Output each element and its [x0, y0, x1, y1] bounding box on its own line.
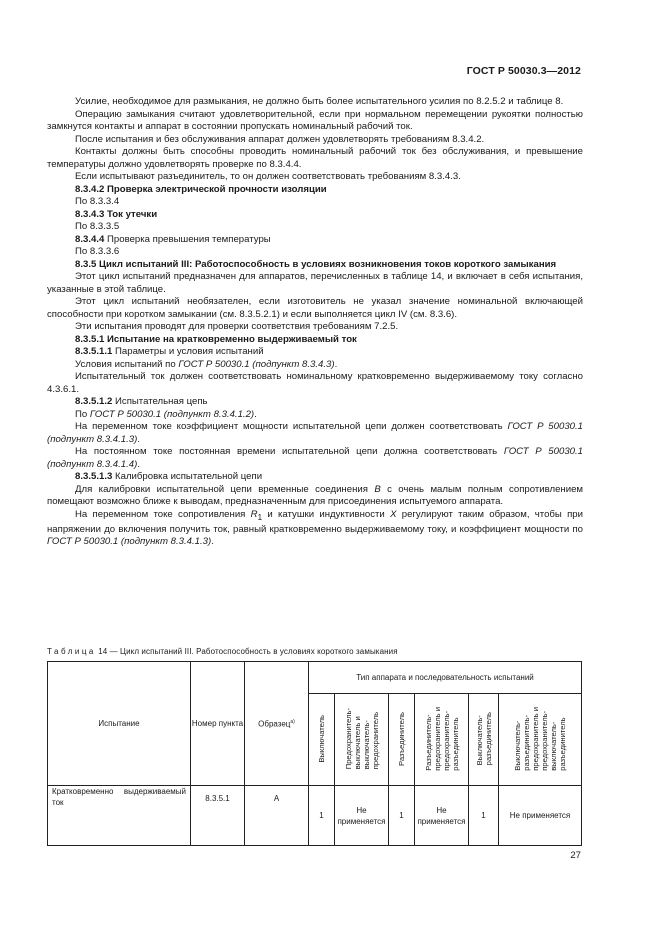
column-header: Номер пункта	[191, 662, 245, 786]
section-heading	[47, 234, 583, 247]
column-header: Испытание	[48, 662, 191, 786]
paragraph: Этот цикл испытаний необязателен, если изготовитель не указал значение номинальной включающей способности при коротком замыкании (см. 8.3.5.2.1) и если выполняется цикл IV (см. 8.3.6).	[47, 296, 583, 320]
table-row	[48, 786, 582, 846]
text: Для калибровки испытательной цепи временные соединения	[75, 483, 375, 495]
paragraph: Операцию замыкания считают удовлетворительной, если при нормальном перемещении рукоятки полностью замкнутся контакты и аппарат в состоянии пропускать номинальный рабочий ток.	[47, 108, 583, 132]
section-number: 8.3.5.1.1	[75, 346, 113, 357]
section-title: Калибровка испытательной цепи	[115, 471, 263, 482]
reference: ГОСТ Р 50030.1 (подпункт 8.3.4.1.4)	[47, 446, 583, 470]
table-cell: 1	[389, 786, 415, 846]
text: .	[334, 358, 338, 370]
text: На постоянном токе постоянная времени испытательной цепи должна соответствовать	[75, 446, 504, 457]
table-cell: 8.3.5.1	[191, 786, 245, 846]
paragraph	[47, 421, 583, 446]
text: На переменном токе сопротивления	[75, 508, 251, 520]
section-heading	[47, 346, 583, 359]
section-title: Проверка электрической прочности изоляции	[107, 183, 327, 195]
subscript: 1	[257, 512, 263, 522]
text: регулируют таким образом, чтобы при напряжении до включения получить ток, равный кратковременно выдерживаемому току, и коэффициент мощности по	[47, 508, 583, 535]
section-heading	[47, 184, 583, 197]
reference: ГОСТ Р 50030.1 (подпункт 8.3.4.1.2)	[89, 408, 255, 420]
column-header: Образец$^{а)}$	[245, 662, 309, 786]
text: .	[211, 536, 214, 548]
section-heading	[47, 259, 583, 272]
paragraph: По 8.3.3.6	[75, 246, 120, 257]
table-caption-text: 14 — Цикл испытаний III. Работоспособность в условиях короткого замыкания	[98, 647, 398, 656]
column-header: Разъединитель	[389, 694, 415, 786]
paragraph	[47, 446, 583, 471]
paragraph: По 8.3.3.4	[75, 196, 120, 207]
table-cell: 1	[309, 786, 335, 846]
paragraph	[47, 359, 583, 372]
text: .	[254, 408, 257, 420]
section-title: Параметры и условия испытаний	[115, 346, 264, 357]
symbol: B	[374, 483, 381, 495]
table-cell: Не применяется	[499, 786, 582, 846]
paragraph	[47, 509, 583, 549]
section-number: 8.3.5	[75, 258, 97, 270]
section-number: 8.3.4.4	[75, 233, 105, 245]
table-cell: 1	[469, 786, 499, 846]
section-heading	[47, 471, 583, 484]
section-title: Испытание на кратковременно выдерживаемый ток	[107, 333, 357, 345]
column-header: Выключатель	[309, 694, 335, 786]
table-caption	[47, 647, 587, 656]
symbol: X	[390, 508, 397, 520]
paragraph: Этот цикл испытаний предназначен для аппаратов, перечисленных в таблице 14, и включает в себя испытания, указанные в этой таблице.	[47, 271, 583, 295]
paragraph: Контакты должны быть способны проводить номинальный рабочий ток без обслуживания, и превышение температуры должно удовлетворять проверке по 8.3.4.4.	[47, 146, 583, 170]
text: По	[75, 408, 90, 420]
section-title: Проверка превышения температуры	[107, 233, 271, 245]
text: с очень малым полным сопротивлением помещают возможно ближе к выводам, предназначенным для присоединения испытуемого аппарата.	[47, 483, 583, 507]
paragraph: Если испытывают разъединитель, то он должен соответствовать требованиям 8.3.4.3.	[75, 171, 461, 182]
paragraph: По 8.3.3.5	[75, 221, 120, 232]
table-14	[47, 661, 582, 846]
page-number: 27	[570, 850, 581, 861]
section-title: Ток утечки	[107, 208, 158, 220]
section-number: 8.3.5.1	[75, 333, 105, 345]
table-cell: А	[245, 786, 309, 846]
text: Условия испытаний по	[75, 358, 179, 370]
text: .	[137, 433, 140, 445]
section-title: Цикл испытаний III: Работоспособность в условиях возникновения токов короткого замыкания	[99, 258, 557, 270]
table-cell: Не применяется	[415, 786, 469, 846]
table-caption-label: Таблица	[47, 647, 96, 656]
body-text	[47, 96, 583, 549]
paragraph	[47, 484, 583, 509]
text: и катушки индуктивности	[262, 508, 391, 520]
column-header: Предохранитель- выключатель и выключатель- предохранитель	[335, 694, 389, 786]
standard-header: ГОСТ Р 50030.3—2012	[466, 65, 581, 77]
table-cell: Не применяется	[335, 786, 389, 846]
text: На переменном токе коэффициент мощности испытательной цепи должен соответствовать	[75, 421, 508, 432]
paragraph: Эти испытания проводят для проверки соответствия требованиям 7.2.5.	[75, 321, 399, 332]
paragraph: После испытания и без обслуживания аппарат должен удовлетворять требованиям 8.3.4.2.	[75, 133, 485, 145]
column-header: Выключатель- разъединитель- предохранитель и предохранитель- выключатель- разъединитель	[499, 694, 582, 786]
paragraph: Усилие, необходимое для размыкания, не должно быть более испытательного усилия по 8.2.5.2 и таблице 8.	[75, 96, 564, 107]
section-number: 8.3.4.3	[75, 208, 105, 220]
group-header: Тип аппарата и последовательность испытаний	[309, 662, 582, 694]
section-heading	[47, 209, 583, 222]
section-heading	[47, 334, 583, 347]
reference: ГОСТ Р 50030.1 (подпункт 8.3.4.3)	[178, 358, 335, 370]
section-title: Испытательная цепь	[115, 396, 208, 407]
symbol: R	[250, 508, 258, 520]
reference: ГОСТ Р 50030.1 (подпункт 8.3.4.1.3)	[47, 421, 583, 445]
paragraph	[47, 409, 583, 422]
reference: ГОСТ Р 50030.1 (подпункт 8.3.4.1.3)	[47, 536, 212, 548]
table-cell: Кратковременно выдерживаемый ток	[48, 786, 191, 846]
section-number: 8.3.5.1.2	[75, 396, 113, 407]
section-heading	[47, 396, 583, 409]
column-header: Выключатель- разъединитель	[469, 694, 499, 786]
paragraph: Испытательный ток должен соответствовать номинальному кратковременно выдерживаемому току согласно 4.3.6.1.	[47, 371, 583, 395]
text: .	[137, 458, 140, 470]
section-number: 8.3.4.2	[75, 183, 105, 195]
section-number: 8.3.5.1.3	[75, 471, 113, 482]
column-header: Разъединитель- предохранитель и предохранитель- разъединитель	[415, 694, 469, 786]
footnote-mark: а)	[290, 718, 295, 725]
